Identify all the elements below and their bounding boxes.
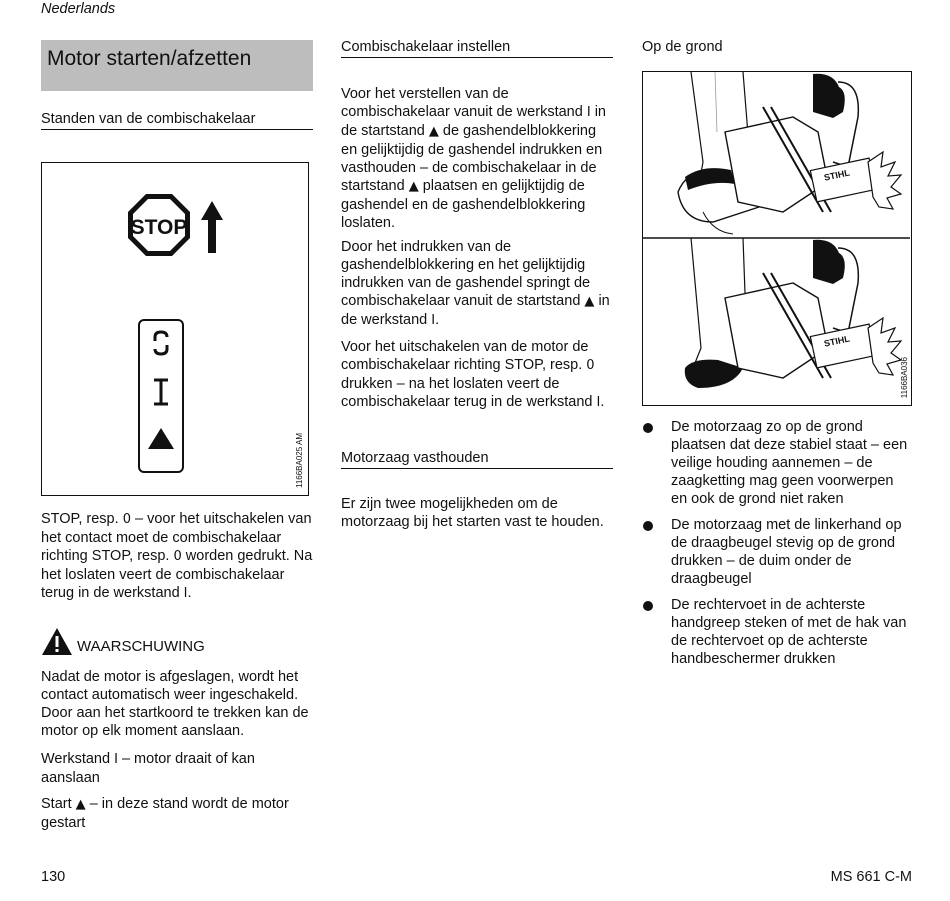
subheading-switch-positions: Standen van de combischakelaar: [41, 110, 313, 130]
warning-heading: [41, 627, 205, 656]
chainsaw-ground-illustration: [643, 72, 910, 404]
run-symbol-icon: I: [183, 586, 188, 601]
list-item: De rechtervoet in de achterste handgreep steken of met de hak van de rechtervoet op de achterste handbeschermer drukken: [642, 596, 912, 668]
stop-symbol-icon: 0: [122, 512, 131, 527]
stop-paragraph: STOP, resp. 0 – voor het uitschakelen van het contact moet de combischakelaar richting STOP, resp. 0 worden gedrukt. Na het loslaten veert de combischakelaar terug in de werkstand I.: [41, 511, 313, 601]
warning-label: WAARSCHUWING: [77, 638, 205, 655]
run-symbol-icon: I: [596, 395, 601, 410]
run-symbol-icon: I: [586, 105, 591, 120]
adjust-paragraph-2: Door het indrukken van de gashendelblokkering en het gelijktijdig indrukken van de gashendel springt de combischakelaar vanuit de startstand ▲ in de werkstand I.: [341, 239, 610, 328]
svg-text:STIHL: STIHL: [823, 333, 851, 349]
section-title: Motor starten/afzetten: [41, 40, 313, 91]
page-number: 130: [41, 869, 66, 885]
adjust-paragraph-1: Voor het verstellen van de combischakelaar vanuit de werkstand I in de startstand ▲ de gashendelblokkering en gelijktijdig de gashendel indrukken en vasthouden – de combischakelaar in de startstand ▲ plaatsen en gelijktijdig de gashendel en de gashendelblokkering loslaten.: [341, 86, 606, 231]
svg-text:STIHL: STIHL: [823, 167, 851, 183]
run-symbol-icon: I: [114, 752, 118, 767]
run-symbol-icon: I: [431, 313, 436, 328]
start-symbol-icon: ▲: [428, 124, 439, 139]
start-symbol-icon: ▲: [408, 179, 419, 194]
stop-symbol-icon: 0: [586, 358, 595, 373]
arrow-up-icon: [201, 201, 223, 253]
figure-code: 1166BA025 AM: [295, 433, 304, 489]
list-item: De motorzaag met de linkerhand op de draagbeugel stevig op de grond drukken – de duim onder de draagbeugel: [642, 516, 912, 588]
language-label: Nederlands: [41, 1, 116, 17]
chainsaw-ground-figure: [642, 71, 912, 406]
warning-text: Nadat de motor is afgeslagen, wordt het contact automatisch weer ingeschakeld. Door aan het startkoord te trekken kan de motor op elk moment aanslaan.: [41, 669, 309, 739]
list-item: De motorzaag zo op de grond plaatsen dat deze stabiel staat – een veilige houding aannemen – de zaagketting mag geen voorwerpen en ook de grond niet raken: [642, 418, 912, 508]
adjust-paragraph-3: Voor het uitschakelen van de motor de combischakelaar richting STOP, resp. 0 drukken – na het loslaten veert de combischakelaar terug in de werkstand I.: [341, 339, 605, 410]
bottom-panel-drawing: [685, 238, 901, 388]
hold-paragraph: Er zijn twee mogelijkheden om de motorzaag bij het starten vast te houden.: [341, 496, 604, 530]
start-symbol-icon: ▲: [75, 797, 86, 812]
subheading-on-ground: Op de grond: [642, 39, 723, 55]
stop-symbol-icon: 0: [173, 549, 182, 564]
warning-triangle-icon: [41, 627, 73, 656]
start-paragraph: Start ▲ – in deze stand wordt de motor gestart: [41, 796, 289, 831]
on-ground-instructions: [642, 418, 912, 676]
top-panel-drawing: [678, 72, 901, 234]
subheading-adjust-switch: Combischakelaar instellen: [341, 38, 613, 58]
werkstand-paragraph: Werkstand I – motor draait of kan aanslaan: [41, 751, 255, 786]
figure-code: 1166BA036: [900, 357, 909, 399]
model-label: MS 661 C-M: [830, 869, 912, 885]
stop-sign-icon: [128, 194, 190, 256]
switch-positions-figure: [41, 162, 309, 496]
svg-text:STOP: STOP: [130, 216, 188, 239]
subheading-hold-saw: Motorzaag vasthouden: [341, 449, 613, 469]
start-symbol-icon: ▲: [584, 294, 595, 309]
switch-positions-illustration: [42, 163, 307, 494]
